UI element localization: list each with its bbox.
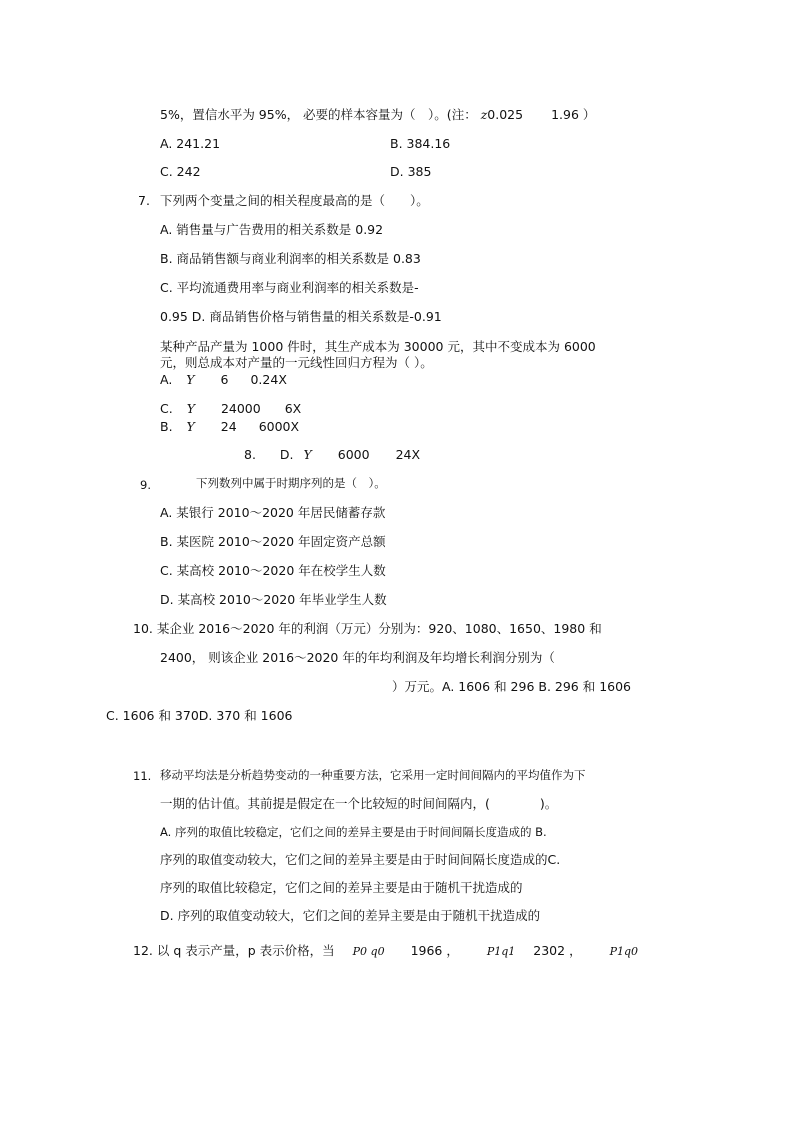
q8-d-label: D. — [279, 447, 294, 462]
q8-option-b — [160, 419, 299, 435]
q9-option-c: C. 某高校 2010～2020 年在校学生人数 — [160, 563, 386, 578]
q8-c-constant: 24000 — [220, 401, 261, 416]
q8-d-constant: 6000 — [337, 447, 370, 462]
q8-c-slope: 6X — [284, 401, 302, 416]
q11-number: 11. — [133, 769, 152, 783]
q8-option-a — [160, 372, 287, 388]
q9-option-a: A. 某银行 2010～2020 年居民储蓄存款 — [160, 505, 386, 520]
q12-formula-p1q0: P1q0 — [609, 945, 639, 958]
q8-a-slope: 0.24X — [250, 372, 287, 387]
q7-number: 7. — [138, 193, 150, 208]
q12-formula-p0q0: P0 q0 — [352, 945, 385, 958]
q10-line-2: 2400， 则该企业 2016～2020 年的年均利润及年均增长利润分别为（ — [160, 650, 555, 665]
q12-line — [133, 943, 638, 960]
q9-option-b: B. 某医院 2010～2020 年固定资产总额 — [160, 534, 386, 549]
q12-stem: 12. 以 q 表示产量，p 表示价格，当 — [133, 943, 335, 958]
q8-a-y: Y — [186, 372, 195, 387]
q8-a-constant: 6 — [220, 372, 229, 387]
q11-option-d: D. 序列的取值变动较大，它们之间的差异主要是由于随机干扰造成的 — [160, 908, 541, 923]
q8-b-label: B. — [160, 419, 173, 434]
q8-number: 8. — [244, 447, 256, 462]
q9-option-d: D. 某高校 2010～2020 年毕业学生人数 — [160, 592, 387, 607]
q6-option-a: A. 241.21 — [160, 136, 221, 151]
q6-line — [160, 107, 595, 123]
q11-stem-line-2: 一期的估计值。其前提是假定在一个比较短的时间间隔内，( )。 — [160, 796, 558, 811]
q8-b-slope: 6000X — [258, 419, 300, 434]
q8-d-y: Y — [303, 447, 312, 462]
q8-d-slope: 24X — [395, 447, 421, 462]
q11-option-a-b: A. 序列的取值比较稳定，它们之间的差异主要是由于时间间隔长度造成的 B. — [160, 825, 547, 839]
q8-option-d — [244, 447, 420, 463]
q8-c-y: Y — [186, 401, 195, 416]
q6-z-subscript: 0.025 — [487, 107, 524, 122]
q8-stem-line-2: 元，则总成本对产量的一元线性回归方程为（ ）。 — [160, 355, 433, 370]
q11-option-c-rest: 序列的取值比较稳定，它们之间的差异主要是由于随机干扰造成的 — [160, 880, 523, 895]
q7-option-c: C. 平均流通费用率与商业利润率的相关系数是- — [160, 280, 419, 295]
q7-option-a: A. 销售量与广告费用的相关系数是 0.92 — [160, 222, 384, 237]
q6-option-c: C. 242 — [160, 164, 201, 179]
q10-line-1: 10. 某企业 2016～2020 年的利润（万元）分别为：920、1080、1650、1980 和 — [133, 621, 602, 636]
q10-line-3: ）万元。A. 1606 和 296 B. 296 和 1606 — [392, 679, 632, 694]
q6-option-b: B. 384.16 — [390, 136, 451, 151]
q12-value-2: 2302 ， — [533, 943, 582, 958]
q6-z-symbol: z — [480, 107, 488, 122]
q8-b-y: Y — [186, 419, 195, 434]
q7-option-b: B. 商品销售额与商业利润率的相关系数是 0.83 — [160, 251, 421, 266]
q8-option-c — [160, 401, 301, 417]
q7-option-c-d: 0.95 D. 商品销售价格与销售量的相关系数是-0.91 — [160, 309, 442, 324]
q8-b-constant: 24 — [220, 419, 237, 434]
q7-stem: 下列两个变量之间的相关程度最高的是（ ）。 — [160, 193, 429, 208]
q6-option-d: D. 385 — [390, 164, 432, 179]
q12-value-1: 1966 ， — [410, 943, 459, 958]
q8-stem-line-1: 某种产品产量为 1000 件时，其生产成本为 30000 元，其中不变成本为 6000 — [160, 339, 596, 354]
q9-stem: 下列数列中属于时期序列的是（ ）。 — [196, 476, 386, 490]
q11-stem-line-1: 移动平均法是分析趋势变动的一种重要方法，它采用一定时间间隔内的平均值作为下 — [160, 768, 586, 782]
q12-formula-p1q1: P1q1 — [486, 945, 516, 958]
q9-number: 9. — [140, 478, 151, 492]
q6-z-value: 1.96 ） — [551, 107, 596, 122]
q8-a-label: A. — [160, 372, 173, 387]
q8-c-label: C. — [160, 401, 173, 416]
q6-text: 5%，置信水平为 95%， 必要的样本容量为（ ）。(注： — [160, 107, 477, 122]
q11-option-b-c: 序列的取值变动较大，它们之间的差异主要是由于时间间隔长度造成的C. — [160, 852, 561, 867]
q10-line-4: C. 1606 和 370D. 370 和 1606 — [106, 708, 293, 723]
